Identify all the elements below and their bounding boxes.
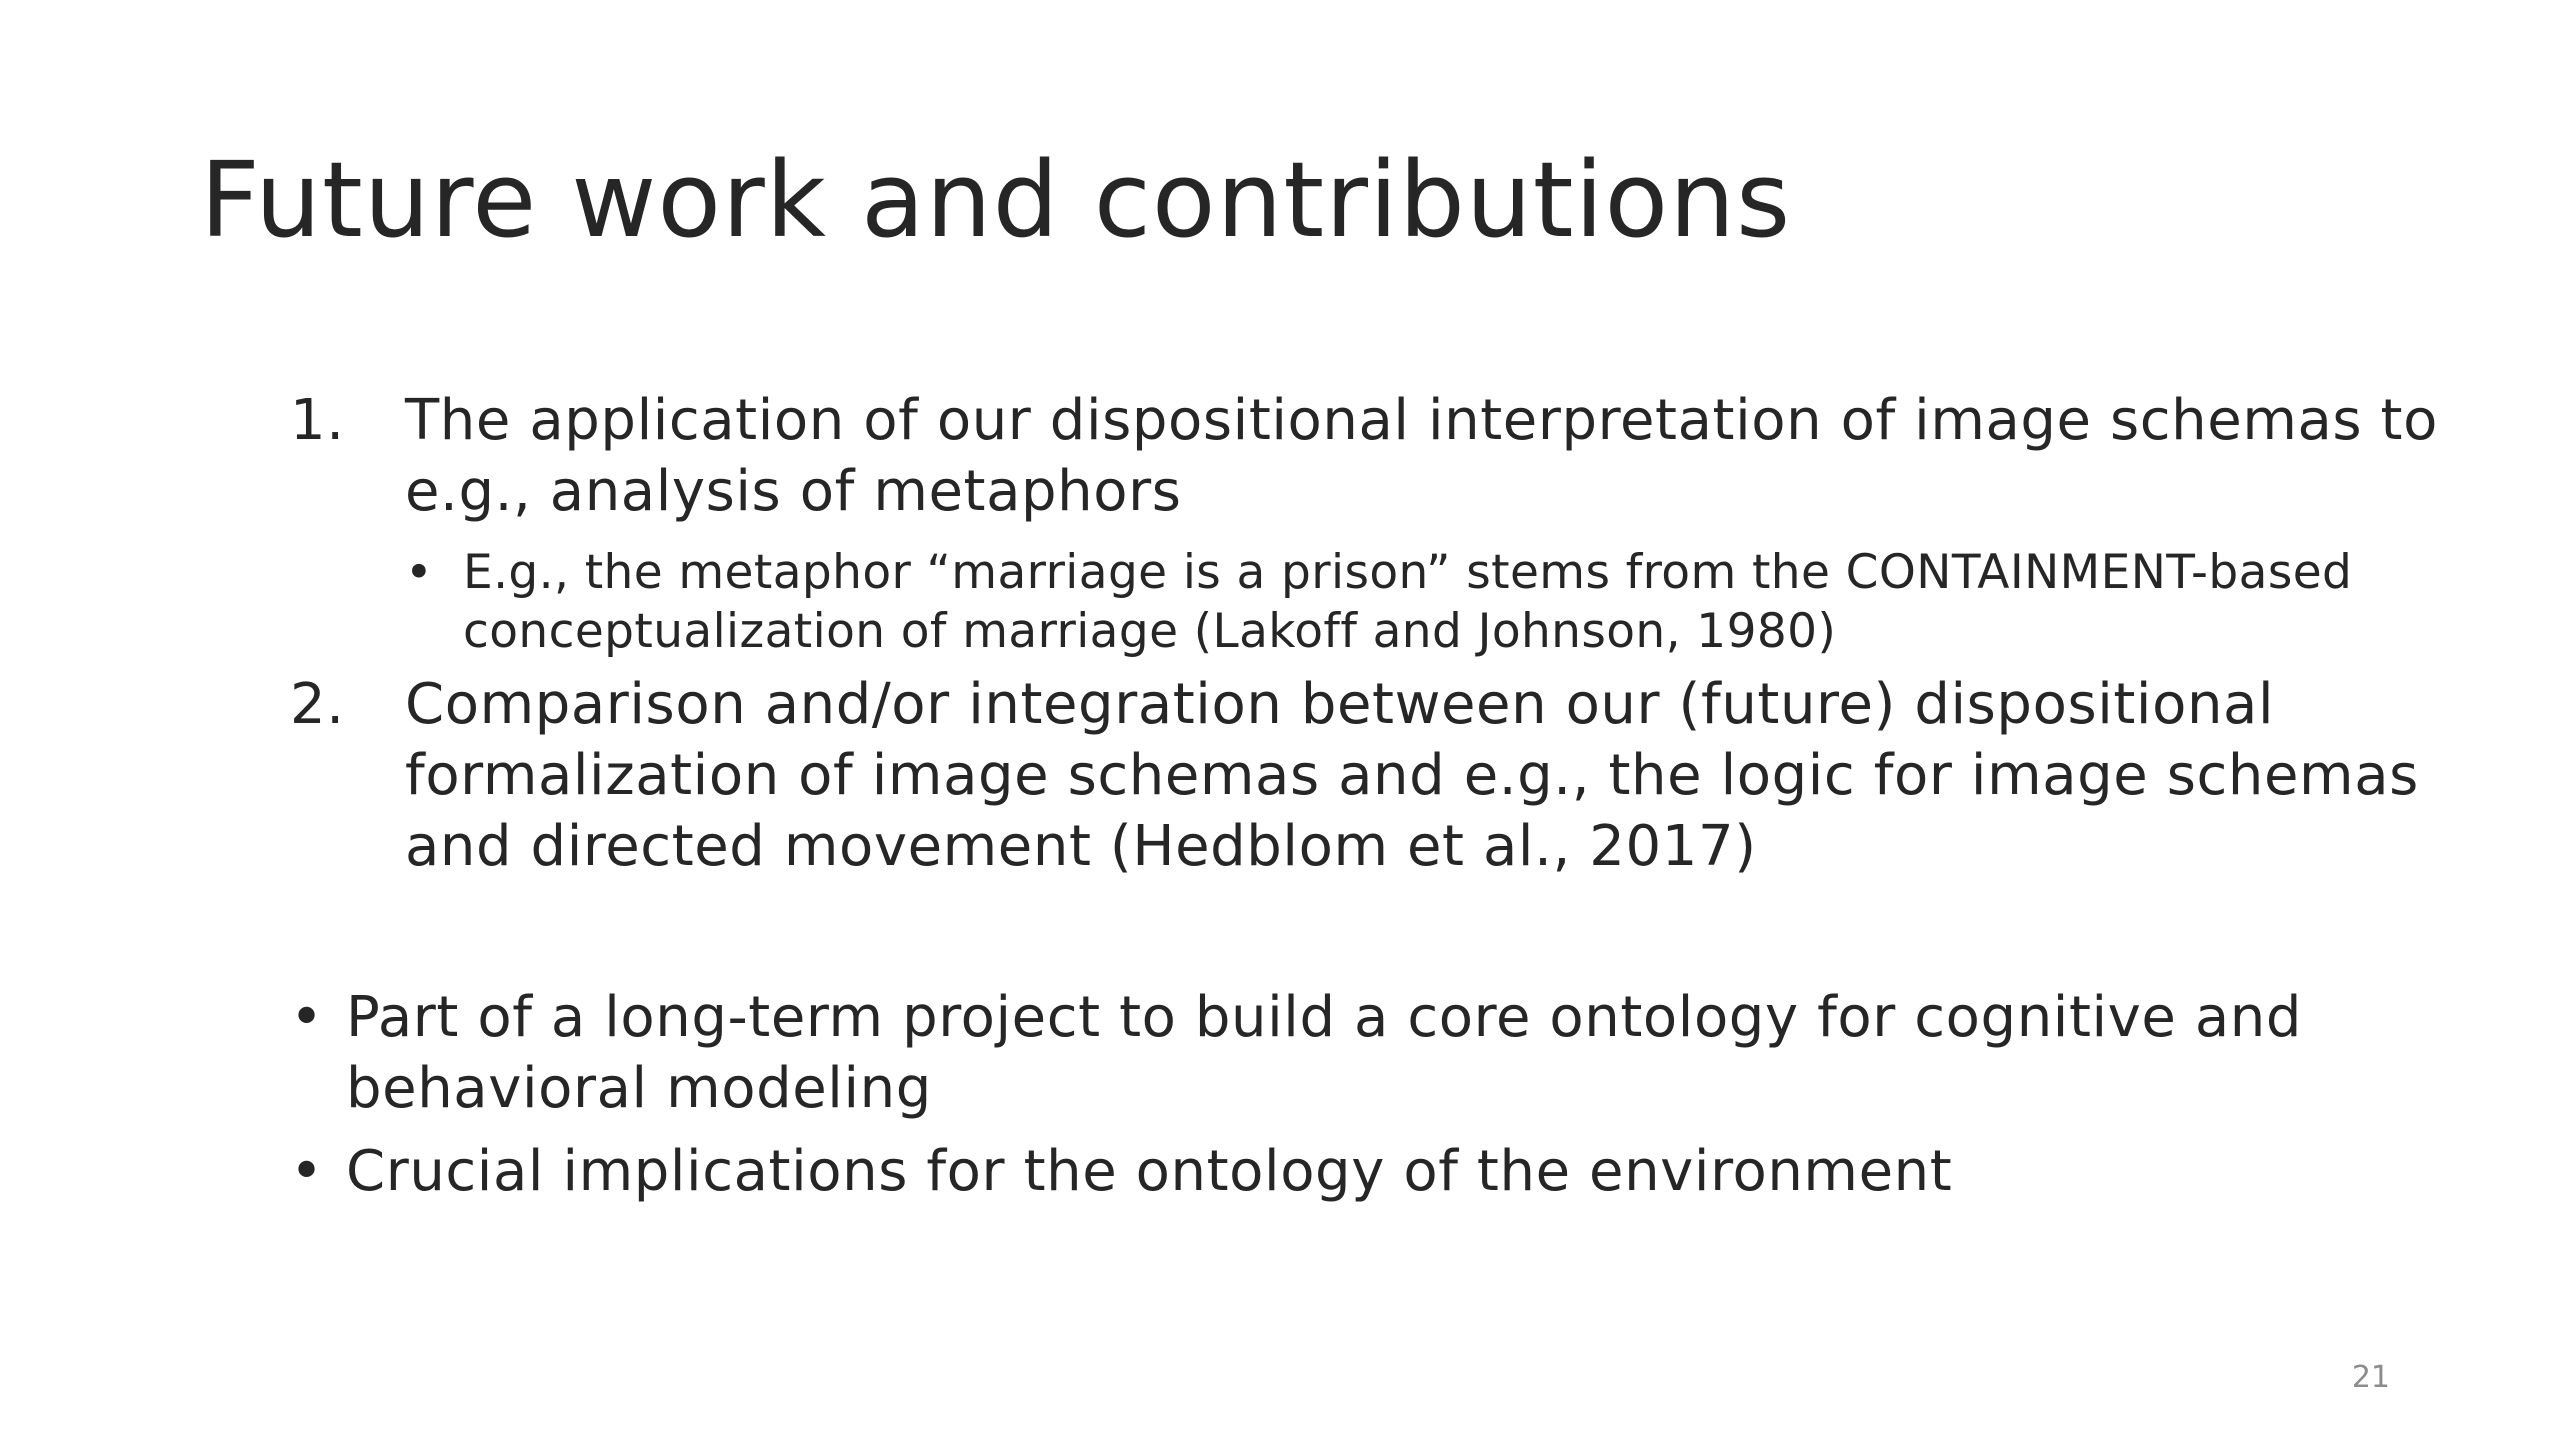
bullet-item-1 — [290, 982, 2440, 1124]
bullet-text: Part of a long-term project to build a core ontology for cognitive and behavioral modeling — [346, 985, 2303, 1121]
bullet-marker: • — [405, 545, 434, 600]
bullet-item-2 — [290, 1136, 2440, 1207]
bullet-text: Crucial implications for the ontology of the environment — [346, 1139, 1953, 1204]
list-item-text: Comparison and/or integration between our (future) dispositional formalization of image schemas and e.g., the logic for image schemas and directed movement (Hedblom et al., 2017) — [405, 672, 2419, 879]
sub-bullet-text: E.g., the metaphor “marriage is a prison” stems from the CONTAINMENT-based conceptualization of marriage (Lakoff and Johnson, 1980) — [463, 545, 2353, 659]
list-number: 1. — [290, 388, 345, 453]
list-item-2 — [290, 669, 2440, 882]
list-item-text: The application of our dispositional interpretation of image schemas to e.g., analysis of metaphors — [405, 388, 2438, 524]
sub-bullet-item — [405, 543, 2440, 661]
slide-title: Future work and contributions — [200, 139, 1792, 261]
list-number: 2. — [290, 672, 345, 737]
bullet-marker: • — [290, 1139, 324, 1204]
list-item-1 — [290, 385, 2440, 527]
spacer — [290, 882, 2440, 982]
bullet-marker: • — [290, 985, 324, 1050]
numbered-list — [290, 385, 2440, 882]
page-number: 21 — [2351, 1360, 2390, 1395]
bullet-list — [290, 982, 2440, 1207]
slide-body — [290, 385, 2440, 1207]
